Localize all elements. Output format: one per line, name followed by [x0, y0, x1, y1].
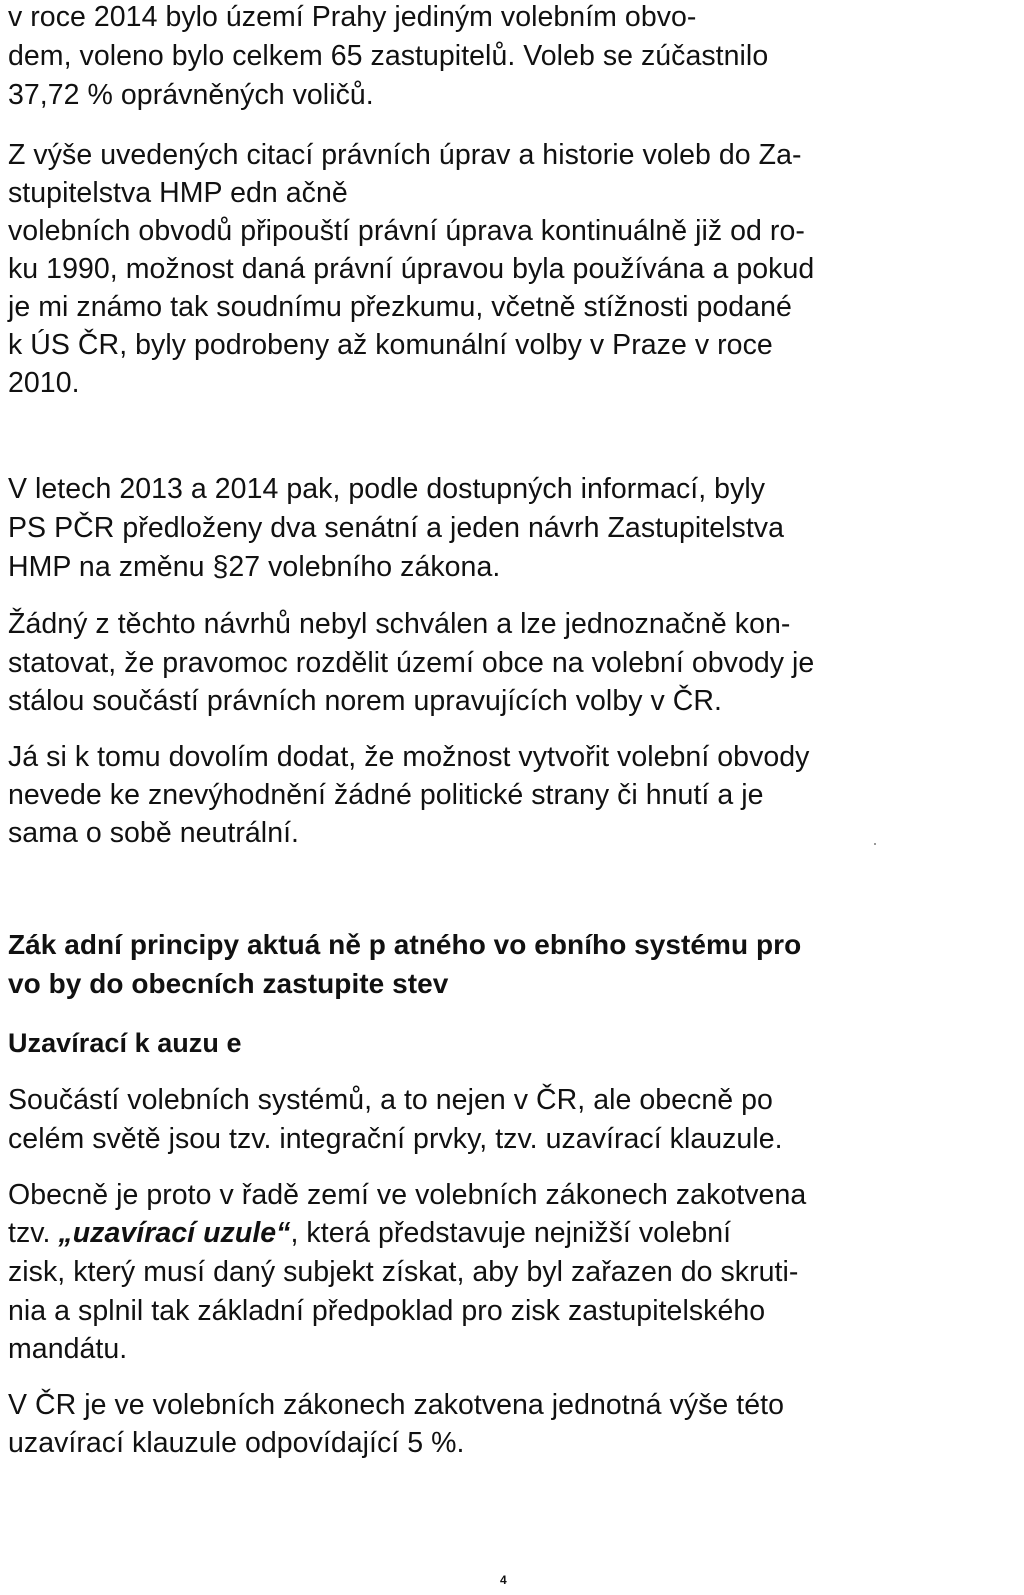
text-line: statovat, že pravomoc rozdělit území obce na volební obvody je [8, 647, 815, 679]
text-line: 2010. [8, 367, 80, 399]
text-line: 37,72 % oprávněných voličů. [8, 79, 374, 111]
text-line [8, 1216, 731, 1250]
text-line: sama o sobě neutrální. [8, 817, 300, 849]
section-heading-line: Zák adní principy aktuá ně p atného vo ebního systému pro [8, 929, 802, 960]
page-number: 4 [500, 1573, 507, 1587]
text-line: V letech 2013 a 2014 pak, podle dostupných informací, byly [8, 473, 766, 505]
text-line: Já si k tomu dovolím dodat, že možnost vytvořit volební obvody [8, 741, 810, 773]
text-line: zisk, který musí daný subjekt získat, aby byl zařazen do skruti- [8, 1256, 799, 1288]
text-line: HMP na změnu §27 volebního zákona. [8, 551, 501, 583]
text-line: k ÚS ČR, byly podrobeny až komunální volby v Praze v roce [8, 329, 773, 361]
text-line: Obecně je proto v řadě zemí ve volebních zákonech zakotvena [8, 1179, 807, 1211]
text-line: Z výše uvedených citací právních úprav a historie voleb do Za- [8, 139, 802, 171]
text-line: stálou součástí právních norem upravujících volby v ČR. [8, 685, 722, 717]
text-line: mandátu. [8, 1333, 128, 1365]
text-line: je mi známo tak soudnímu přezkumu, včetně stížnosti podané [8, 291, 792, 323]
text-line: celém světě jsou tzv. integrační prvky, tzv. uzavírací klauzule. [8, 1123, 783, 1155]
text-line: uzavírací klauzule odpovídající 5 %. [8, 1427, 465, 1459]
text-line: v roce 2014 bylo území Prahy jediným volebním obvo- [8, 1, 697, 33]
text-line: Žádný z těchto návrhů nebyl schválen a lze jednoznačně kon- [8, 608, 791, 640]
section-heading-line: vo by do obecních zastupite stev [8, 968, 449, 999]
text-line: nia a splnil tak základní předpoklad pro zisk zastupitelského [8, 1295, 766, 1327]
text-line: volebních obvodů připouští právní úprava kontinuálně již od ro- [8, 215, 805, 247]
quote-suffix: , která představuje nejnižší volební [290, 1217, 732, 1249]
text-line: Součástí volebních systémů, a to nejen v ČR, ale obecně po [8, 1084, 773, 1116]
scan-speck [874, 843, 876, 845]
closing-clause-emphasis: „uzavírací uzule“ [58, 1217, 291, 1249]
subsection-heading: Uzavírací k auzu e [8, 1028, 242, 1058]
text-line: V ČR je ve volebních zákonech zakotvena jednotná výše této [8, 1389, 785, 1421]
text-line: ku 1990, možnost daná právní úpravou byla používána a pokud [8, 253, 815, 285]
text-line: stupitelstva HMP edn ačně [8, 177, 348, 209]
quote-prefix: tzv. [8, 1217, 59, 1249]
text-line: PS PČR předloženy dva senátní a jeden návrh Zastupitelstva [8, 512, 785, 544]
text-line: nevede ke znevýhodnění žádné politické strany či hnutí a je [8, 779, 764, 811]
text-line: dem, voleno bylo celkem 65 zastupitelů. Voleb se zúčastnilo [8, 40, 769, 72]
